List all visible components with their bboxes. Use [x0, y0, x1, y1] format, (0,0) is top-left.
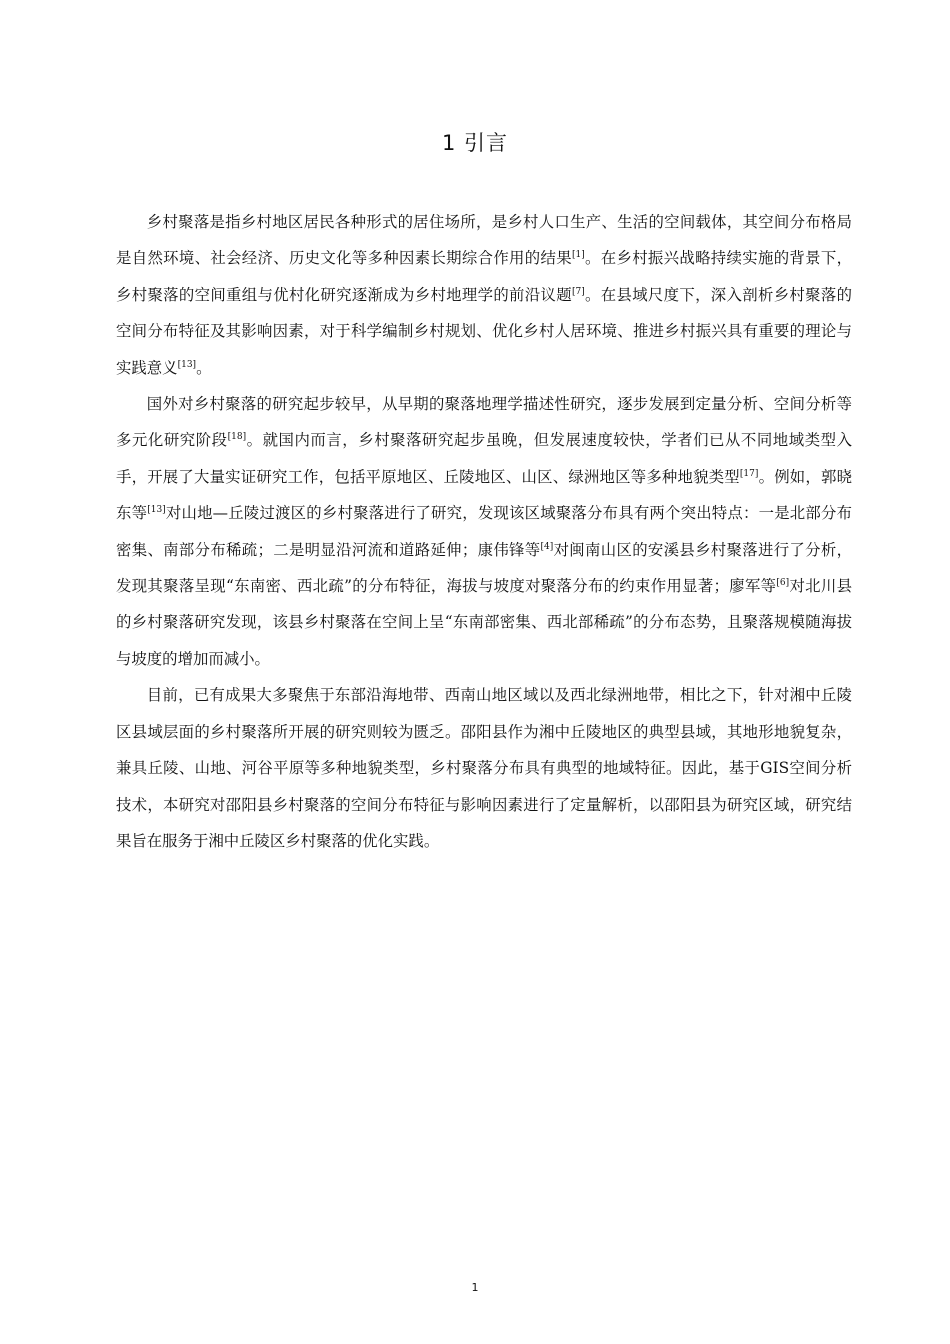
citation-ref: [7] [571, 286, 585, 297]
text-run: 。在乡村振兴战略持续实施的背景下，乡村聚落的空间重组与优村化研究逐渐成为乡村地理学的前沿议题 [116, 249, 852, 304]
citation-ref: [18] [227, 432, 247, 443]
text-run: 。例如，郭晓东等 [116, 467, 852, 523]
text-run: 对北川县的乡村聚落研究发现，该县乡村聚落在空间上呈“东南部密集、西北部稀疏”的分布态势，且聚落规模随海拔与坡度的增加而减小。 [116, 577, 852, 668]
text-run: 。就国内而言，乡村聚落研究起步虽晚，但发展速度较快，学者们已从不同地域类型入手，开展了大量实证研究工作，包括平原地区、丘陵地区、山区、绿洲地区等多种地貌类型 [116, 431, 852, 486]
citation-ref: [13] [147, 505, 166, 516]
text-run: 乡村聚落是指乡村地区居民各种形式的居住场所，是乡村人口生产、生活的空间载体，其空间分布格局是自然环境、社会经济、历史文化等多种因素长期综合作用的结果 [116, 213, 852, 268]
text-run: 目前，已有成果大多聚焦于东部沿海地带、西南山地区域以及西北绿洲地带，相比之下，针对湘中丘陵区县域层面的乡村聚落所开展的研究则较为匮乏。邵阳县作为湘中丘陵地区的典型县域，其地形地貌复杂，兼具丘陵、山地、河谷平原等多种地貌类型，乡村聚落分布具有典型的地域特征。因此，基于GIS空间分析技术，本研究对邵阳县乡村聚落的空间分布特征与影响因素进行了定量解析，以邵阳县为研究区域，研究结果旨在服务于湘中丘陵区乡村聚落的优化实践。 [116, 686, 852, 850]
text-run: 。 [196, 358, 212, 377]
body-text [116, 204, 852, 859]
text-run: 。在县域尺度下，深入剖析乡村聚落的空间分布特征及其影响因素，对于科学编制乡村规划、优化乡村人居环境、推进乡村振兴具有重要的理论与实践意义 [116, 285, 852, 377]
citation-ref: [17] [739, 468, 759, 479]
page-number: 1 [471, 1281, 479, 1294]
paragraph [116, 386, 852, 677]
text-run: 国外对乡村聚落的研究起步较早，从早期的聚落地理学描述性研究，逐步发展到定量分析、空间分析等多元化研究阶段 [116, 395, 852, 450]
citation-ref: [1] [571, 250, 585, 261]
text-run: 对闽南山区的安溪县乡村聚落进行了分析，发现其聚落呈现“东南密、西北疏”的分布特征，海拔与坡度对聚落分布的约束作用显著；廖军等 [116, 540, 852, 596]
paragraph [116, 677, 852, 859]
citation-ref: [6] [776, 578, 790, 589]
citation-ref: [4] [540, 541, 554, 552]
paragraph [116, 204, 852, 386]
text-run: 对山地—丘陵过渡区的乡村聚落进行了研究，发现该区域聚落分布具有两个突出特点：一是北部分布密集、南部分布稀疏；二是明显沿河流和道路延伸；康伟锋等 [116, 504, 852, 559]
citation-ref: [13] [177, 359, 197, 370]
section-title: 1 引言 [441, 131, 509, 155]
